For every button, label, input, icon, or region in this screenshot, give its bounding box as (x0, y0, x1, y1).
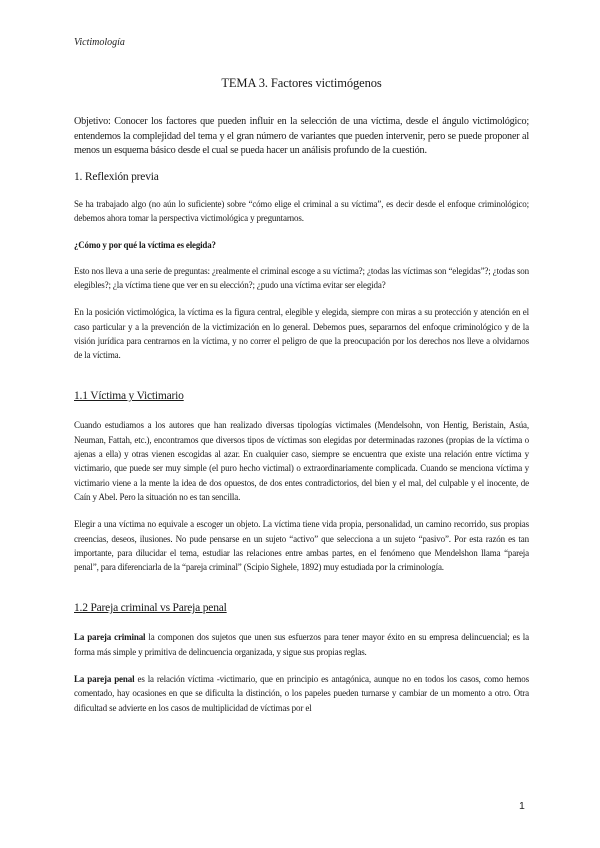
section-heading-pareja: 1.2 Pareja criminal vs Pareja penal (74, 602, 227, 615)
document-title: TEMA 3. Factores victimógenos (221, 76, 382, 90)
page-number: 1 (519, 800, 525, 812)
paragraph: Se ha trabajado algo (no aún lo suficiente) sobre “cómo elige el criminal a su víctima”, es decir desde el enfoque criminológico; debemos ahora tomar la perspectiva victimológica y preguntarnos. (74, 198, 529, 224)
paragraph (74, 630, 529, 659)
paragraph-text: es la relación víctima -victimario, que en principio es antagónica, aunque no en todos los casos, como hemos comentado, hay ocasiones en que se dificulta la distinción, o los papeles pueden turnarse y cambiar de un momento a otro. Otra dificultad se advierte en los casos de multiplicidad de víctimas por el (74, 674, 529, 713)
section-heading-reflexion: 1. Reflexión previa (74, 170, 159, 183)
paragraph-text: la componen dos sujetos que unen sus esfuerzos para tener mayor éxito en su empresa delincuencial; es la forma más simple y primitiva de delincuencia organizada, y sigue sus propias reglas. (74, 632, 529, 657)
question-heading: ¿Cómo y por qué la víctima es elegida? (74, 240, 216, 251)
paragraph: Cuando estudiamos a los autores que han realizado diversas tipologías victimales (Mendelsohn, von Hentig, Beristain, Asúa, Neuman, Fattah, etc.), encontramos que diversos tipos de víctimas son elegidas por determinadas razones (propias de la víctima o ajenas a ella) y otras vienen escogidas al azar. En cualquier caso, siempre se encuentra que existe una relación entre víctima y victimario, que puede ser muy simple (el puro hecho victimal) o extraordinariamente complicada. Cuando se menciona víctima y victimario viene a la mente la idea de dos opuestos, de dos entes contradictorios, del bien y el mal, del culpable y el inocente, de Caín y Abel. Pero la situación no es tan sencilla. (74, 420, 529, 502)
paragraph: Esto nos lleva a una serie de preguntas: ¿realmente el criminal escoge a su víctima?; ¿todas las víctimas son “elegidas”?; ¿todas son elegibles?; ¿la víctima tiene que ver en su elección?; ¿pudo una víctima evitar ser elegida? (74, 265, 529, 290)
page-content (74, 76, 529, 715)
running-header: Victimología (74, 37, 125, 48)
bold-term: La pareja penal (74, 674, 135, 685)
paragraph: Elegir a una víctima no equivale a escoger un objeto. La víctima tiene vida propia, personalidad, un camino recorrido, sus propias creencias, deseos, ilusiones. No pude pensarse en un sujeto “activo” que selecciona a un sujeto “pasivo”. Por esta razón es tan importante, para dilucidar el tema, estudiar las relaciones entre ambas partes, en el fenómeno que Mendelshon llama “pareja penal”, para diferenciarla de la “pareja criminal” (Scipio Sighele, 1892) muy estudiada por la criminología. (74, 519, 529, 573)
bold-term: La pareja criminal (74, 632, 146, 643)
section-heading-victima-victimario: 1.1 Víctima y Victimario (74, 390, 184, 403)
paragraph: En la posición victimológica, la víctima es la figura central, elegible y elegida, siempre con miras a su protección y atención en el caso particular y a la prevención de la victimización en lo general. Debemos pues, separarnos del enfoque criminológico y de la visión jurídica para centrarnos en la víctima, y no correr el peligro de que la preocupación por los derechos nos lleve a olvidarnos de la víctima. (74, 307, 529, 361)
paragraph (74, 672, 529, 715)
objective-paragraph: Objetivo: Conocer los factores que pueden influir en la selección de una víctima, desde el ángulo victimológico; entendemos la complejidad del tema y el gran número de variantes que pueden intervenir, pero se puede proponer al menos un esquema básico desde el cual se pueda hacer un análisis profundo de la cuestión. (74, 116, 529, 157)
